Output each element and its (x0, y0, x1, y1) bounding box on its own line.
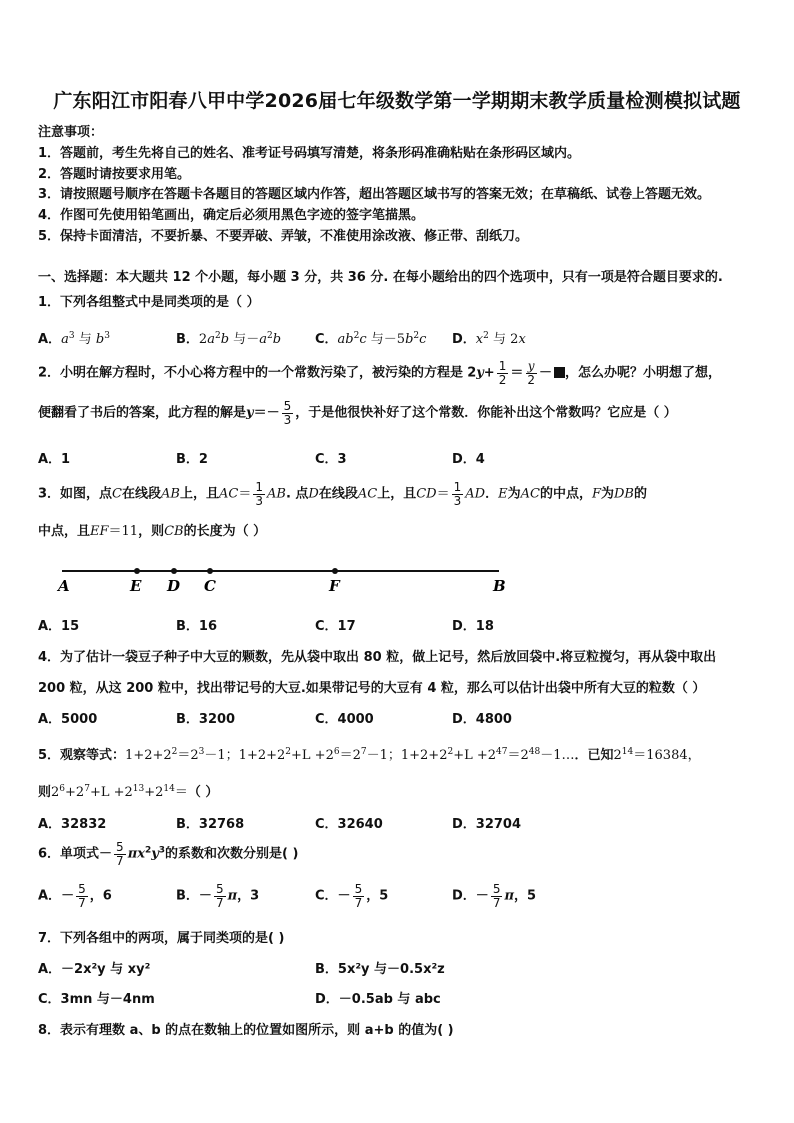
notice-heading: 注意事项： (38, 125, 104, 140)
ink-blot-icon (554, 367, 565, 378)
q6-option-a: A．－ $\frac{5}{7}$ ，6 (38, 882, 112, 910)
point-label-d: D (167, 577, 181, 595)
q1-option-b: B．$2a^2b$ 与$-a^2b$ (176, 331, 282, 347)
q8-stem: 8．表示有理数 a、b 的点在数轴上的位置如图所示，则 a+b 的值为( ) (38, 1023, 454, 1038)
segment-figure (50, 560, 520, 596)
point-label-b: B (493, 577, 506, 595)
q3-line2: 中点，且EF＝11，则CB的长度为（ ） (38, 524, 267, 539)
q1-option-c: C．$ab^2c$ 与$-5b^2c$ (315, 331, 427, 347)
notice-item: 1．答题前，考生先将自己的姓名、准考证号码填写清楚，将条形码准确粘贴在条形码区域内。 (38, 146, 581, 161)
q4-line2: 200 粒，从这 200 粒中，找出带记号的大豆.如果带记号的大豆有 4 粒，那么可以估计出袋中所有大豆的粒数（ ） (38, 681, 706, 696)
q4-option-c: C．4000 (315, 712, 374, 727)
notice-item: 5．保持卡面清洁，不要折暴、不要弄破、弄皱，不准使用涂改液、修正带、刮纸刀。 (38, 229, 529, 244)
q5-option-b: B．32768 (176, 817, 245, 832)
q7-option-b: B．5x²y 与－0.5x²z (315, 962, 445, 977)
q2-option-b: B．2 (176, 452, 208, 467)
notice-item: 4．作图可先使用铅笔画出，确定后必须用黑色字迹的签字笔描黑。 (38, 208, 425, 223)
point-dot (207, 568, 213, 574)
q4-option-b: B．3200 (176, 712, 236, 727)
section-heading: 一、选择题：本大题共 12 个小题，每小题 3 分，共 36 分. 在每小题给出的四个选项中，只有一项是符合题目要求的. (38, 270, 723, 285)
q5-option-a: A．32832 (38, 817, 107, 832)
point-label-f: F (329, 577, 340, 595)
notice-item: 2．答题时请按要求用笔。 (38, 167, 191, 182)
point-label-a: A (58, 577, 70, 595)
q1-option-d: D．$x^2$ 与 2x (452, 331, 526, 347)
q7-option-d: D．－0.5ab 与 abc (315, 992, 441, 1007)
q7-option-a: A．－2x²y 与 xy² (38, 962, 151, 977)
q7-stem: 7．下列各组中的两项，属于同类项的是( ) (38, 931, 285, 946)
q4-option-a: A．5000 (38, 712, 98, 727)
q3-line1: 3．如图，点C在线段AB上，且AC＝ $\frac{1}{3}$ AB. 点D在线段AC上，且CD＝ $\frac{1}{3}$ AD．E为AC的中点，F为DB的 (38, 480, 647, 508)
q1-stem: 1．下列各组整式中是同类项的是（ ） (38, 295, 260, 310)
point-dot (171, 568, 177, 574)
q1-option-a: A．$a^3$ 与 $b^3$ (38, 331, 110, 347)
q5-option-c: C．32640 (315, 817, 383, 832)
q2-line2: 便翻看了书后的答案，此方程的解是y＝－ $\frac{5}{3}$ ，于是他很快补好了这个常数．你能补出这个常数吗？它应是（ ） (38, 399, 677, 427)
point-dot (134, 568, 140, 574)
q2-option-a: A．1 (38, 452, 71, 467)
q6-option-d: D．－ $\frac{5}{7}$ π，5 (452, 882, 537, 910)
q3-option-c: C．17 (315, 619, 356, 634)
q3-option-a: A．15 (38, 619, 80, 634)
q4-line1: 4．为了估计一袋豆子种子中大豆的颗数，先从袋中取出 80 粒，做上记号，然后放回袋中.将豆粒搅匀，再从袋中取出 (38, 650, 717, 665)
q2-line1: 2．小明在解方程时，不小心将方程中的一个常数污染了，被污染的方程是 2y+ $\frac{1}{2}$ ＝ $\frac{y}{2}$ － ，怎么办呢？小明想了想， (38, 359, 722, 387)
q4-option-d: D．4800 (452, 712, 512, 727)
q7-option-c: C．3mn 与－4nm (38, 992, 155, 1007)
point-dot (332, 568, 338, 574)
page-title: 广东阳江市阳春八甲中学2026届七年级数学第一学期期末教学质量检测模拟试题 (53, 90, 741, 112)
q3-option-b: B．16 (176, 619, 217, 634)
q3-option-d: D．18 (452, 619, 494, 634)
q5-line1: 5．观察等式：$1+2+2^2=2^3-1$；$1+2+2^2+L +2^6=2^7-1$；$1+2+2^2+L$ $+2^{47}=2^{48}-1\dots$．已知$2^{14}=16384$， (38, 747, 701, 763)
q2-option-c: C．3 (315, 452, 347, 467)
q6-stem: 6．单项式－ $\frac{5}{7}$ $\pi x^2y^3$的系数和次数分别是( ) (38, 840, 299, 868)
q2-option-d: D．4 (452, 452, 485, 467)
q5-option-d: D．32704 (452, 817, 522, 832)
point-label-e: E (130, 577, 142, 595)
point-label-c: C (204, 577, 216, 595)
q6-option-c: C．－ $\frac{5}{7}$ ，5 (315, 882, 389, 910)
notice-item: 3．请按照题号顺序在答题卡各题目的答题区域内作答，超出答题区域书写的答案无效；在草稿纸、试卷上答题无效。 (38, 187, 711, 202)
q5-line2: 则$2^6+2^7+L +2^{13}+2^{14}=$（ ） (38, 784, 219, 800)
q6-option-b: B．－ $\frac{5}{7}$ π，3 (176, 882, 260, 910)
